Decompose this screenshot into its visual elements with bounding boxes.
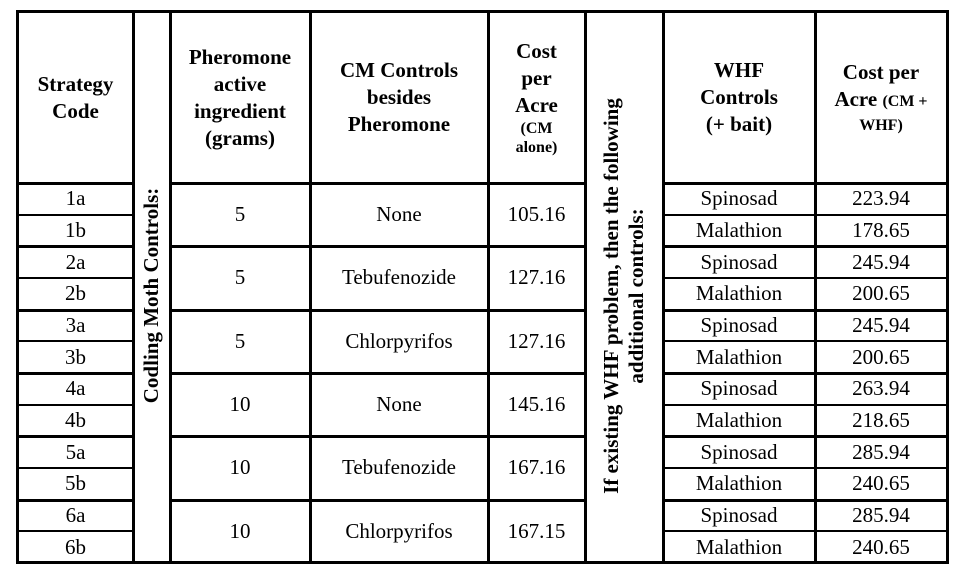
- header-cost-cm: [488, 12, 585, 183]
- header-cost-total: [815, 12, 947, 183]
- header-cm-controls: [310, 12, 488, 183]
- header-cost-total-line-2: [834, 86, 927, 115]
- whf-control-value: Spinosad: [700, 249, 778, 274]
- strategy-code-cell: [18, 341, 133, 373]
- whf-additional-controls-label-line-2: additional controls:: [623, 207, 648, 384]
- cost-total-cell: [815, 436, 947, 468]
- cost-cm-value: 127.16: [507, 265, 566, 290]
- strategy-code-value: 2b: [65, 281, 86, 306]
- pheromone-grams-cell: [170, 183, 310, 246]
- whf-control-value: Spinosad: [700, 502, 778, 527]
- header-pheromone-line-3: ingredient: [194, 98, 286, 123]
- cost-cm-cell: [488, 436, 585, 499]
- pheromone-grams-cell: [170, 500, 310, 563]
- whf-control-cell: [663, 310, 815, 342]
- pheromone-grams-cell: [170, 246, 310, 309]
- strategy-code-cell: [18, 500, 133, 532]
- cm-control-value: None: [376, 202, 422, 227]
- whf-control-cell: [663, 183, 815, 215]
- strategy-code-value: 6a: [65, 502, 86, 527]
- whf-control-cell: [663, 436, 815, 468]
- header-cost-cm-line-3: Acre: [515, 93, 558, 117]
- cm-control-cell: [310, 310, 488, 373]
- cost-total-cell: [815, 405, 947, 437]
- header-cost-total-note: (CM +: [882, 92, 928, 110]
- cost-total-value: 263.94: [852, 376, 910, 401]
- whf-additional-controls-label: [599, 98, 649, 494]
- whf-control-value: Malathion: [695, 471, 783, 496]
- header-cost-total-line-1: Cost per: [842, 59, 920, 84]
- cm-control-value: Tebufenozide: [342, 265, 456, 290]
- cost-total-value: 223.94: [852, 186, 910, 211]
- header-strategy-code-line-1: Strategy: [37, 71, 114, 96]
- cm-control-value: None: [376, 392, 422, 417]
- whf-control-cell: [663, 215, 815, 247]
- header-cost-cm-line-2: per: [521, 66, 552, 90]
- whf-control-cell: [663, 531, 815, 563]
- strategy-code-value: 1a: [65, 186, 86, 211]
- cost-cm-cell: [488, 310, 585, 373]
- whf-control-cell: [663, 246, 815, 278]
- cost-cm-value: 105.16: [507, 202, 566, 227]
- cost-total-cell: [815, 531, 947, 563]
- cost-total-cell: [815, 468, 947, 500]
- header-cost-total-acre: Acre: [834, 86, 878, 111]
- cm-control-cell: [310, 183, 488, 246]
- cost-total-cell: [815, 500, 947, 532]
- cm-control-cell: [310, 436, 488, 499]
- cost-total-value: 285.94: [852, 439, 910, 464]
- cost-total-value: 245.94: [852, 249, 910, 274]
- pheromone-grams-value: 10: [229, 455, 251, 480]
- pheromone-grams-value: 5: [234, 265, 246, 290]
- header-pheromone-line-1: Pheromone: [188, 44, 292, 69]
- cost-total-value: 200.65: [852, 344, 910, 369]
- header-pheromone-line-4: (grams): [205, 125, 275, 150]
- whf-control-cell: [663, 373, 815, 405]
- cost-cm-cell: [488, 500, 585, 563]
- whf-control-cell: [663, 468, 815, 500]
- strategy-code-value: 3b: [65, 344, 86, 369]
- header-cost-cm-note-2: alone): [515, 139, 558, 156]
- header-cost-cm-note-1: (CM: [520, 120, 553, 137]
- pheromone-grams-value: 5: [234, 328, 246, 353]
- cost-total-value: 218.65: [852, 407, 910, 432]
- header-cost-total-note-2: WHF): [859, 116, 903, 134]
- whf-control-value: Spinosad: [700, 186, 778, 211]
- pheromone-grams-value: 5: [234, 202, 246, 227]
- strategy-code-cell: [18, 436, 133, 468]
- strategy-code-value: 6b: [65, 534, 86, 559]
- cost-cm-value: 167.16: [507, 455, 566, 480]
- whf-control-value: Spinosad: [700, 376, 778, 401]
- cost-cm-cell: [488, 183, 585, 246]
- header-strategy-code: [18, 12, 133, 183]
- whf-control-value: Malathion: [695, 534, 783, 559]
- strategy-code-value: 3a: [65, 312, 86, 337]
- strategy-code-cell: [18, 531, 133, 563]
- cm-control-value: Chlorpyrifos: [345, 518, 453, 543]
- strategy-code-value: 2a: [65, 249, 86, 274]
- cost-cm-value: 145.16: [507, 392, 566, 417]
- whf-control-cell: [663, 278, 815, 310]
- header-whf-controls-line-3: (+ bait): [705, 112, 773, 136]
- cost-cm-value: 127.16: [507, 328, 566, 353]
- whf-control-value: Spinosad: [700, 312, 778, 337]
- strategy-code-cell: [18, 468, 133, 500]
- header-pheromone-line-2: active: [213, 71, 267, 96]
- pheromone-grams-value: 10: [229, 392, 251, 417]
- strategy-code-value: 4b: [65, 407, 86, 432]
- header-cm-controls-line-3: Pheromone: [347, 112, 451, 136]
- cost-total-value: 240.65: [852, 534, 910, 559]
- cost-cm-value: 167.15: [507, 518, 566, 543]
- cost-total-value: 245.94: [852, 312, 910, 337]
- cost-total-cell: [815, 341, 947, 373]
- strategy-code-value: 1b: [65, 217, 86, 242]
- strategy-code-cell: [18, 373, 133, 405]
- strategy-code-value: 5b: [65, 471, 86, 496]
- cost-total-value: 200.65: [852, 281, 910, 306]
- strategy-code-cell: [18, 246, 133, 278]
- strategy-code-value: 5a: [65, 439, 86, 464]
- cost-total-cell: [815, 278, 947, 310]
- cm-control-value: Chlorpyrifos: [345, 328, 453, 353]
- pheromone-grams-cell: [170, 373, 310, 436]
- cost-total-cell: [815, 246, 947, 278]
- pheromone-grams-cell: [170, 310, 310, 373]
- header-cm-controls-line-2: besides: [366, 85, 432, 109]
- strategy-code-value: 4a: [65, 376, 86, 401]
- header-strategy-code-line-2: Code: [52, 98, 99, 123]
- cost-total-cell: [815, 183, 947, 215]
- pheromone-grams-value: 10: [229, 518, 251, 543]
- strategy-code-cell: [18, 310, 133, 342]
- header-cm-controls-line-1: CM Controls: [339, 58, 459, 82]
- whf-additional-controls-label-line-1: If existing WHF problem, then the following: [598, 97, 623, 494]
- cm-control-cell: [310, 500, 488, 563]
- whf-control-value: Malathion: [695, 281, 783, 306]
- whf-control-value: Spinosad: [700, 439, 778, 464]
- cost-total-cell: [815, 373, 947, 405]
- whf-control-value: Malathion: [695, 217, 783, 242]
- cost-cm-cell: [488, 373, 585, 436]
- cost-total-value: 240.65: [852, 471, 910, 496]
- header-whf-controls: [663, 12, 815, 183]
- strategy-code-cell: [18, 405, 133, 437]
- cost-total-value: 178.65: [852, 217, 910, 242]
- strategy-code-cell: [18, 183, 133, 215]
- strategy-code-cell: [18, 278, 133, 310]
- whf-control-cell: [663, 405, 815, 437]
- strategy-code-cell: [18, 215, 133, 247]
- header-cost-cm-line-1: Cost: [516, 39, 557, 63]
- whf-control-cell: [663, 500, 815, 532]
- whf-control-value: Malathion: [695, 407, 783, 432]
- cost-total-cell: [815, 215, 947, 247]
- codling-moth-controls-label: [139, 188, 164, 403]
- cost-cm-cell: [488, 246, 585, 309]
- cm-control-cell: [310, 246, 488, 309]
- cost-total-value: 285.94: [852, 502, 910, 527]
- header-whf-controls-line-1: WHF: [713, 58, 765, 82]
- header-pheromone: [170, 12, 310, 183]
- cm-control-cell: [310, 373, 488, 436]
- header-whf-controls-line-2: Controls: [700, 85, 778, 109]
- whf-control-cell: [663, 341, 815, 373]
- codling-moth-controls-label-line-1: Codling Moth Controls:: [139, 187, 164, 404]
- cm-control-value: Tebufenozide: [342, 455, 456, 480]
- cost-total-cell: [815, 310, 947, 342]
- whf-control-value: Malathion: [695, 344, 783, 369]
- pheromone-grams-cell: [170, 436, 310, 499]
